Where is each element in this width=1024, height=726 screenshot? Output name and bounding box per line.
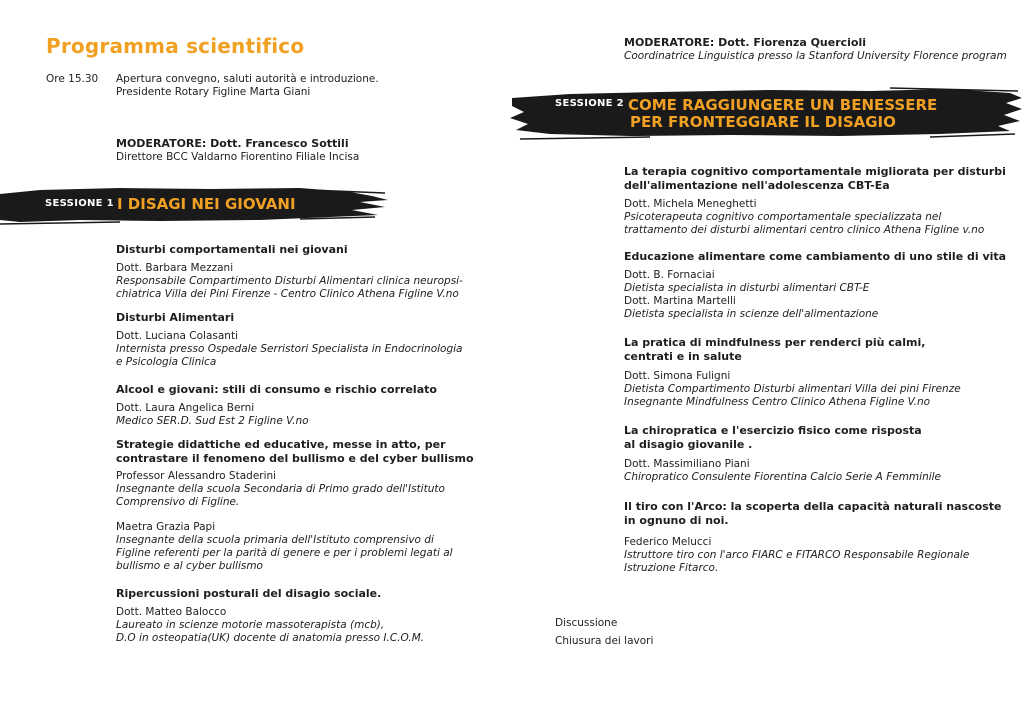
talk-speaker: Dott. Barbara Mezzani xyxy=(116,262,234,274)
talk-title: La terapia cognitivo comportamentale migliorata per disturbi dell'alimentazione nell'adolescenza CBT-Ea xyxy=(624,165,1006,192)
talk-title: Alcool e giovani: stili di consumo e rischio correlato xyxy=(116,383,437,396)
talk-desc: Insegnante della scuola Secondaria di Primo grado dell'Istituto Comprensivo di Figline. xyxy=(116,483,445,508)
talk-speaker: Dott. Simona Fuligni xyxy=(624,370,731,382)
session-1-label: SESSIONE 1 xyxy=(45,198,114,209)
talk-title: Ripercussioni posturali del disagio sociale. xyxy=(116,587,382,600)
closing-discussion: Discussione xyxy=(555,617,618,629)
talk-8 xyxy=(624,336,961,409)
talk-10 xyxy=(624,500,1001,575)
talk-title: Educazione alimentare come cambiamento di uno stile di vita xyxy=(624,250,1007,263)
opening-time: Ore 15.30 xyxy=(46,73,99,85)
talk-desc: Dietista Compartimento Disturbi alimentari Villa dei pini Firenze Insegnante Mindfulness Centro Clinico Athena Figline V.no xyxy=(624,383,961,408)
talk-speaker: Dott. Laura Angelica Berni xyxy=(116,402,255,414)
talk-speaker: Dott. Luciana Colasanti xyxy=(116,330,238,342)
talk-desc: Dietista specialista in disturbi alimentari CBT-E xyxy=(624,282,870,294)
moderator-right-role: Coordinatrice Linguistica presso la Stanford University Florence program xyxy=(624,50,1007,62)
talk-desc-2: Dietista specialista in scienze dell'alimentazione xyxy=(624,308,879,320)
talk-desc: Psicoterapeuta cognitivo comportamentale specializzata nel trattamento dei disturbi alimentari centro clinico Athena Figline v.no xyxy=(624,211,985,236)
talk-speaker: Dott. Michela Meneghetti xyxy=(624,198,757,210)
talk-speaker: Dott. Matteo Balocco xyxy=(116,606,227,618)
talk-desc: Medico SER.D. Sud Est 2 Figline V.no xyxy=(116,415,309,427)
page-title: Programma scientifico xyxy=(46,34,305,58)
talk-speaker: Dott. B. Fornaciai xyxy=(624,269,715,281)
talk-title: Disturbi comportamentali nei giovani xyxy=(116,243,348,256)
closing xyxy=(555,614,653,650)
opening-text: Apertura convegno, saluti autorità e introduzione. Presidente Rotary Figline Marta Giani xyxy=(116,73,379,98)
moderator-left xyxy=(116,137,359,164)
talk-desc: Chiropratico Consulente Fiorentina Calcio Serie A Femminile xyxy=(624,471,942,483)
session-2-title: COME RAGGIUNGERE UN BENESSERE PER FRONTEGGIARE IL DISAGIO xyxy=(628,96,938,131)
talk-5 xyxy=(116,587,424,645)
moderator-right xyxy=(624,36,1007,63)
talk-title: Strategie didattiche ed educative, messe in atto, per contrastare il fenomeno del bullismo e del cyber bullismo xyxy=(116,438,474,465)
talk-title: Disturbi Alimentari xyxy=(116,311,235,324)
talk-6 xyxy=(624,165,1006,237)
session-1-title: I DISAGI NEI GIOVANI xyxy=(117,195,296,213)
moderator-right-name: MODERATORE: Dott. Fiorenza Quercioli xyxy=(624,36,867,49)
talk-4 xyxy=(116,438,474,573)
talk-speaker: Federico Melucci xyxy=(624,536,712,548)
session-2-label: SESSIONE 2 xyxy=(555,98,624,109)
moderator-left-name: MODERATORE: Dott. Francesco Sottili xyxy=(116,137,349,150)
talk-desc-2: Insegnante della scuola primaria dell'Istituto comprensivo di Figline referenti per la parità di genere e per i problemi legati al bullismo e al cyber bullismo xyxy=(116,534,453,572)
talk-3 xyxy=(116,383,437,428)
talk-speaker: Dott. Massimiliano Piani xyxy=(624,458,750,470)
talk-title: La chiropratica e l'esercizio fisico come risposta al disagio giovanile . xyxy=(624,424,922,451)
talk-desc: Istruttore tiro con l'arco FIARC e FITARCO Responsabile Regionale Istruzione Fitarco. xyxy=(624,549,970,574)
talk-desc: Internista presso Ospedale Serristori Specialista in Endocrinologia e Psicologia Clinica xyxy=(116,343,463,368)
talk-speaker-2: Maetra Grazia Papi xyxy=(116,521,216,533)
talk-9 xyxy=(624,424,941,484)
talk-title: La pratica di mindfulness per renderci più calmi, centrati e in salute xyxy=(624,336,926,363)
talk-speaker: Professor Alessandro Staderini xyxy=(116,470,277,482)
talk-speaker-2: Dott. Martina Martelli xyxy=(624,295,736,307)
talk-desc: Responsabile Compartimento Disturbi Alimentari clinica neuropsi- chiatrica Villa dei Pini Firenze - Centro Clinico Athena Figline V.no xyxy=(116,275,463,300)
talk-desc: Laureato in scienze motorie massoterapista (mcb), D.O in osteopatia(UK) docente di anatomia presso I.C.O.M. xyxy=(116,619,425,644)
closing-end: Chiusura dei lavori xyxy=(555,635,654,647)
talk-1 xyxy=(116,243,463,301)
talk-7 xyxy=(624,250,1006,321)
talk-title: Il tiro con l'Arco: la scoperta della capacità naturali nascoste in ognuno di noi. xyxy=(624,500,1002,527)
moderator-left-role: Direttore BCC Valdarno Fiorentino Filiale Incisa xyxy=(116,151,360,163)
talk-2 xyxy=(116,311,463,369)
